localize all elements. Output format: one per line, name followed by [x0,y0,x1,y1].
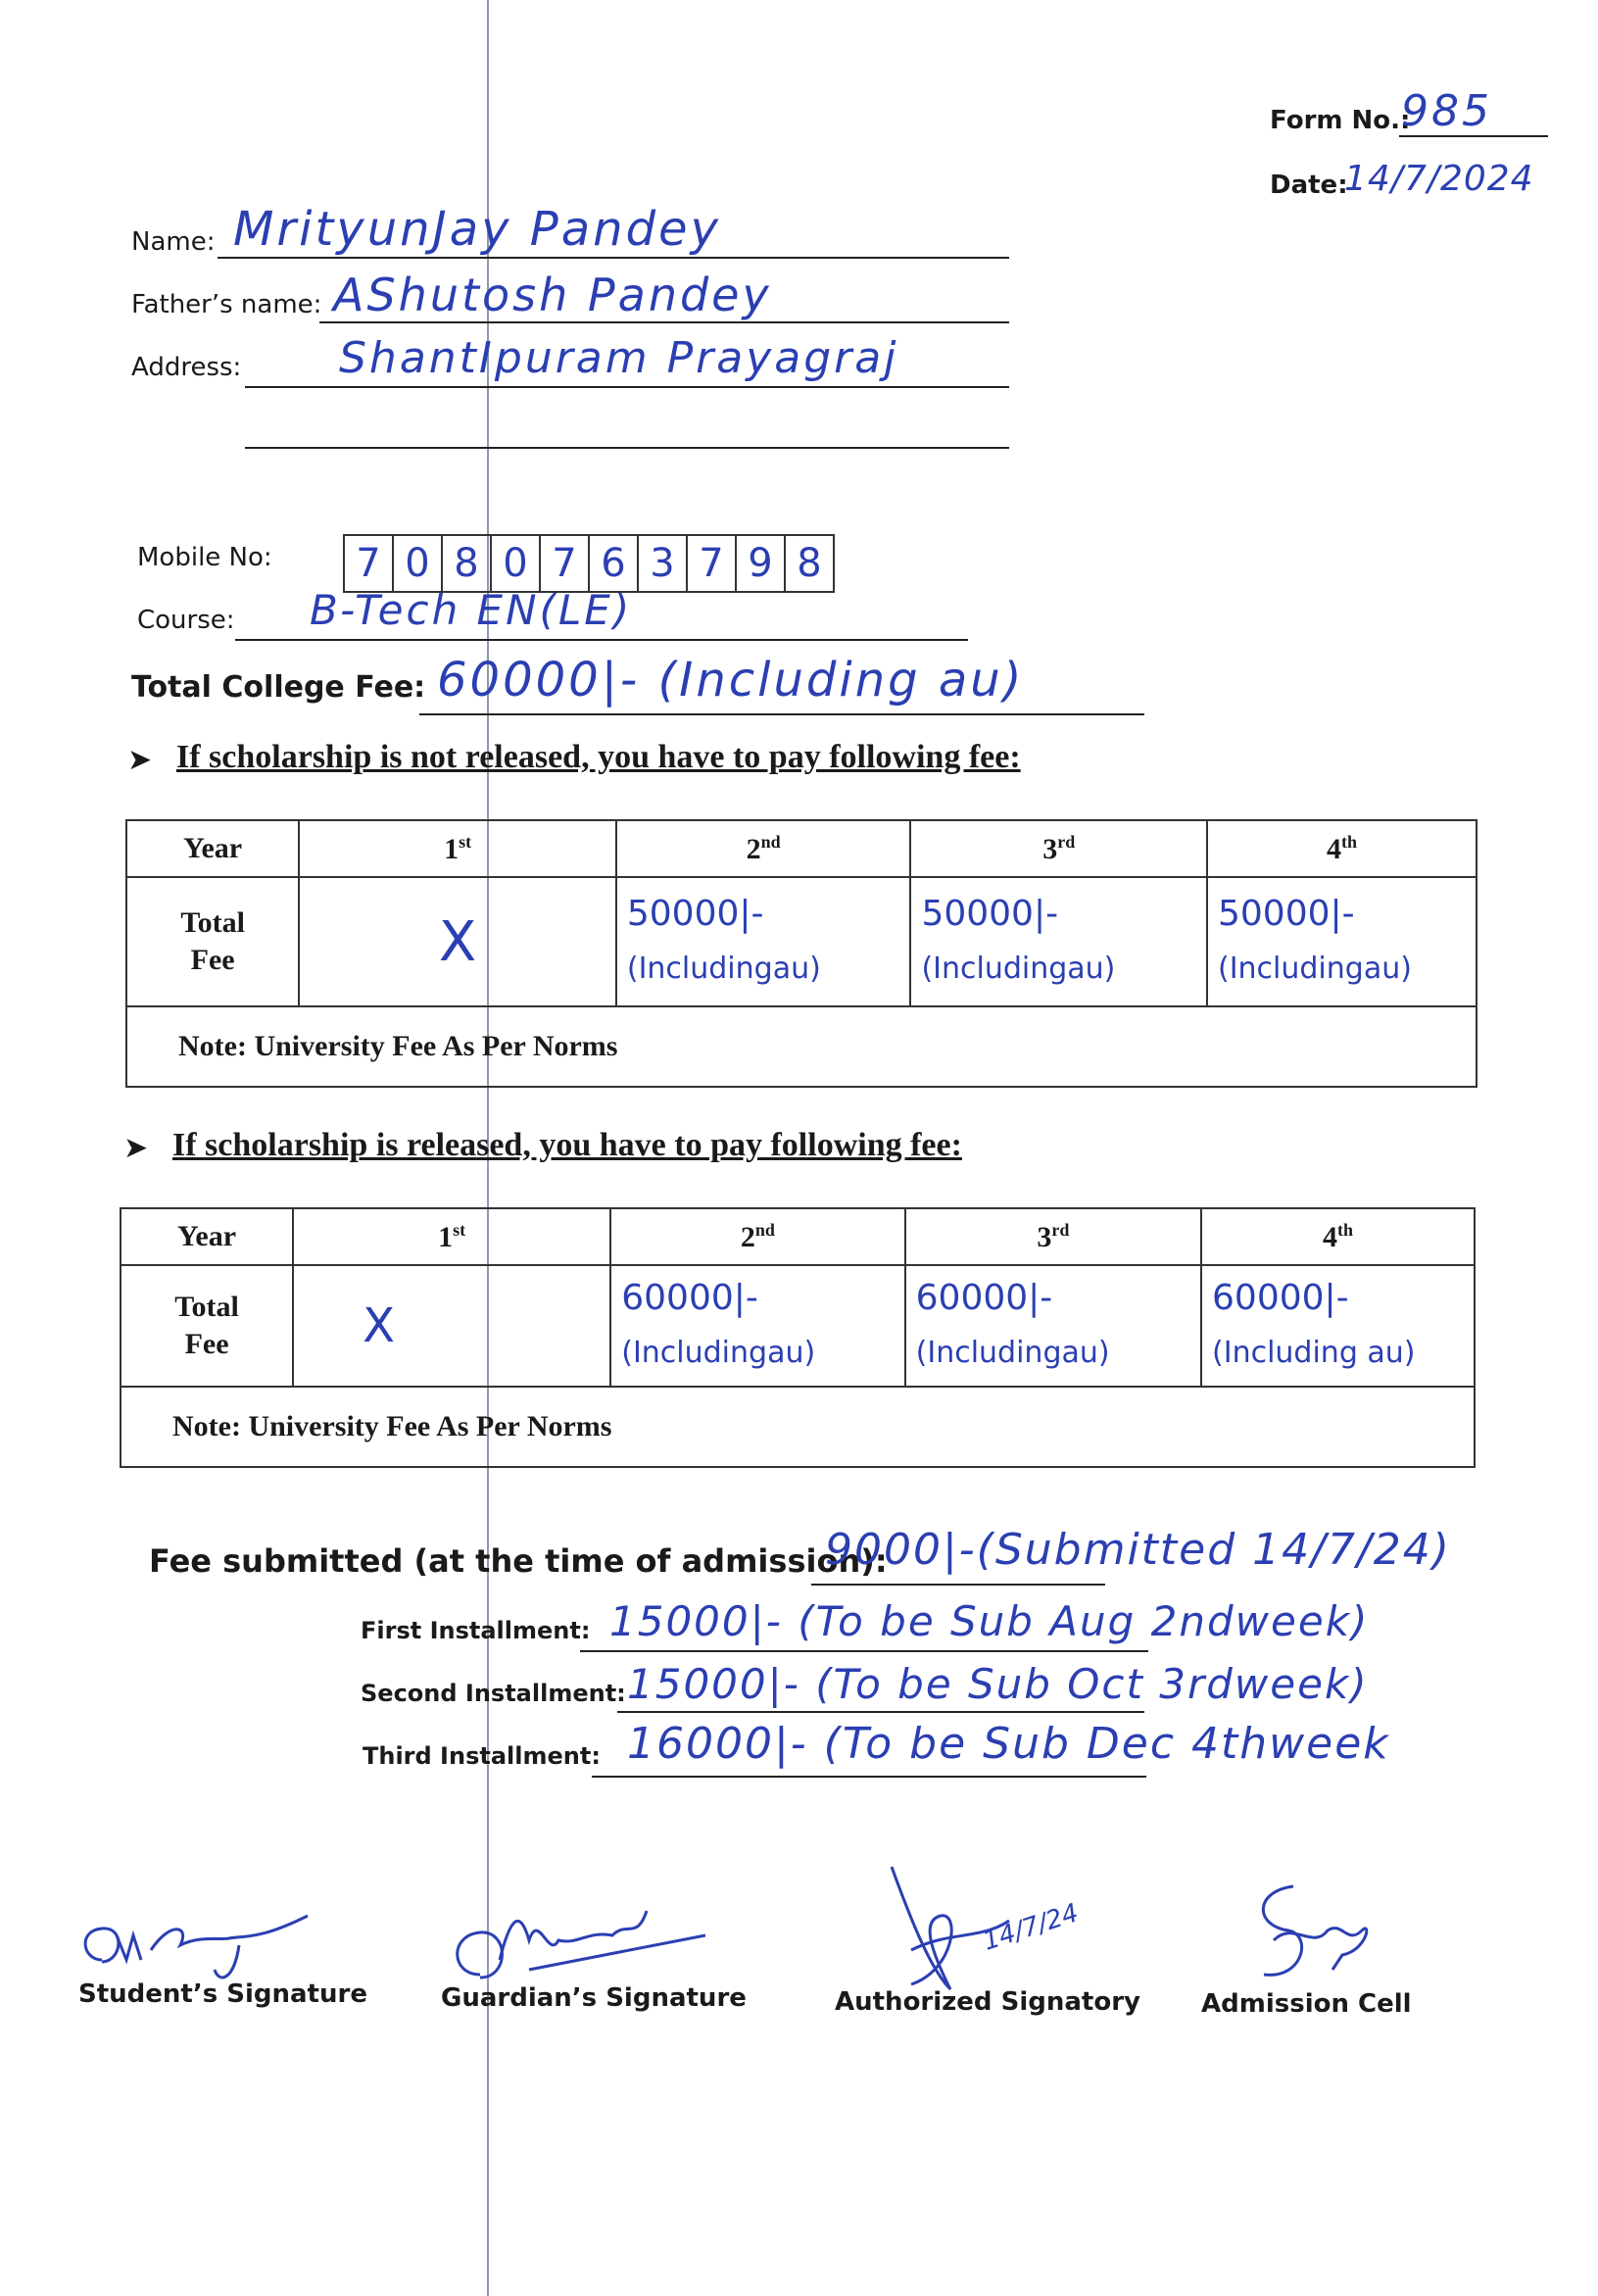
year-header: Year [121,1208,293,1265]
fee-submitted-value: 9000|-(Submitted 14/7/24) [825,1525,1451,1575]
course-value: B-Tech EN(LE) [310,586,633,634]
year-sup: th [1337,1219,1354,1240]
mobile-digit: 7 [688,536,737,591]
year-4-cell [1201,1265,1475,1387]
year-3-header [905,1208,1201,1265]
fee-amount: 60000|- [915,1278,1053,1318]
mobile-digit: 8 [797,541,822,586]
fee-note: (Includingau) [921,952,1116,986]
year-4-header [1201,1208,1475,1265]
mobile-label: Mobile No: [137,543,272,572]
fee-amount: 50000|- [626,894,764,934]
fee-amount: 50000|- [921,894,1059,934]
total-fee-row-label [126,877,299,1006]
second-installment-value: 15000|- (To be Sub Oct 3rdweek) [627,1660,1369,1708]
form-no-label: Form No.: [1270,106,1411,135]
year-2-header [616,820,911,877]
admission-cell-signature-ink [1235,1881,1381,1989]
father-label: Father’s name: [131,290,322,319]
student-signature-ink [73,1911,317,1989]
admission-cell-label: Admission Cell [1201,1989,1412,2019]
admission-cell-signature-scrawl [1235,1881,1381,1989]
name-value: MrityunJay Pandey [233,202,721,257]
year-sup: nd [754,1219,775,1240]
guardian-signature-ink [441,1901,715,1989]
fee-amount: 50000|- [1217,894,1355,934]
year-num: 3 [1042,832,1058,865]
mobile-digit: 0 [492,536,541,591]
year-num: 1 [444,832,460,865]
authorized-signature-date: 14/7/24 [979,1898,1083,1957]
authorized-signature-scrawl [872,1862,1097,1999]
total-fee-label: Total College Fee: [131,670,426,705]
first-installment-label: First Installment: [361,1617,591,1644]
year-num: 1 [438,1220,454,1253]
total-fee-value: 60000|- (Including au) [437,653,1025,708]
year-num: 2 [740,1220,755,1253]
mobile-digit: 9 [737,536,786,591]
fee-note: (Includingau) [621,1336,816,1370]
year-2-header [610,1208,904,1265]
university-fee-note: Note: University Fee As Per Norms [121,1387,1475,1467]
fee-amount: 60000|- [621,1278,758,1318]
third-installment-label: Third Installment: [363,1742,601,1770]
bullet-arrow-icon: ➤ [127,743,153,777]
name-label: Name: [131,227,216,257]
second-installment-label: Second Installment: [361,1680,626,1707]
first-installment-value: 15000|- (To be Sub Aug 2ndweek) [609,1597,1370,1645]
fee-table-released [120,1207,1476,1468]
cross-mark: X [438,909,477,974]
year-4-cell [1207,877,1477,1006]
guardian-signature-label: Guardian’s Signature [441,1983,747,2013]
row-label-2: Fee [184,1328,229,1360]
address-label: Address: [131,353,242,382]
third-installment-value: 16000|- (To be Sub Dec 4thweek [627,1719,1390,1769]
fee-amount: 60000|- [1212,1278,1349,1318]
student-signature-label: Student’s Signature [78,1979,367,2009]
fee-submitted-label: Fee submitted (at the time of admission): [149,1542,888,1580]
year-4-header [1207,820,1477,877]
mobile-digit: 3 [639,536,688,591]
university-fee-note: Note: University Fee As Per Norms [126,1006,1477,1087]
mobile-digit: 0 [394,536,443,591]
year-2-cell [616,877,911,1006]
year-1-cell [293,1265,610,1387]
fee-table-not-released [125,819,1477,1088]
cross-mark: X [363,1298,395,1353]
form-no-value: 985 [1401,86,1492,136]
student-signature-scrawl [73,1911,317,1989]
table-note-row [121,1387,1475,1467]
row-label-2: Fee [190,944,235,976]
row-label-1: Total [180,906,245,939]
year-sup: st [459,831,472,852]
year-num: 3 [1037,1220,1052,1253]
year-num: 4 [1323,1220,1337,1253]
year-1-header [293,1208,610,1265]
mobile-digit: 7 [541,536,590,591]
mobile-digit-boxes [343,534,835,593]
total-fee-row-label [121,1265,293,1387]
course-label: Course: [137,606,235,635]
fee-note: (Includingau) [1217,952,1412,986]
year-1-cell [299,877,616,1006]
mobile-digit: 8 [443,536,492,591]
table-header-row [121,1208,1475,1265]
not-released-heading: If scholarship is not released, you have to pay following fee: [176,739,1021,775]
year-sup: rd [1051,1219,1070,1240]
year-sup: nd [760,831,781,852]
father-value: AShutosh Pandey [333,269,772,321]
year-sup: rd [1057,831,1076,852]
row-label-1: Total [174,1291,239,1323]
bullet-arrow-icon: ➤ [123,1131,149,1165]
fee-note: (Including au) [1212,1336,1416,1370]
year-3-cell [905,1265,1201,1387]
table-row [121,1265,1475,1387]
mobile-digit: 7 [345,536,394,591]
year-3-header [910,820,1207,877]
mobile-digit: 6 [590,536,639,591]
year-sup: th [1340,831,1357,852]
address-value: ShantIpuram Prayagraj [339,333,899,383]
released-heading: If scholarship is released, you have to pay following fee: [172,1127,962,1163]
address-line-2 [245,412,1009,449]
table-header-row [126,820,1477,877]
guardian-signature-scrawl [441,1901,715,1989]
date-label: Date: [1270,171,1348,200]
year-num: 4 [1326,832,1341,865]
table-note-row [126,1006,1477,1087]
year-3-cell [910,877,1207,1006]
year-num: 2 [746,832,761,865]
fee-note: (Includingau) [626,952,821,986]
date-value: 14/7/2024 [1344,159,1534,199]
year-sup: st [453,1219,466,1240]
table-row [126,877,1477,1006]
year-2-cell [610,1265,904,1387]
authorized-signatory-label: Authorized Signatory [835,1987,1140,2017]
year-1-header [299,820,616,877]
year-header: Year [126,820,299,877]
fee-note: (Includingau) [915,1336,1110,1370]
